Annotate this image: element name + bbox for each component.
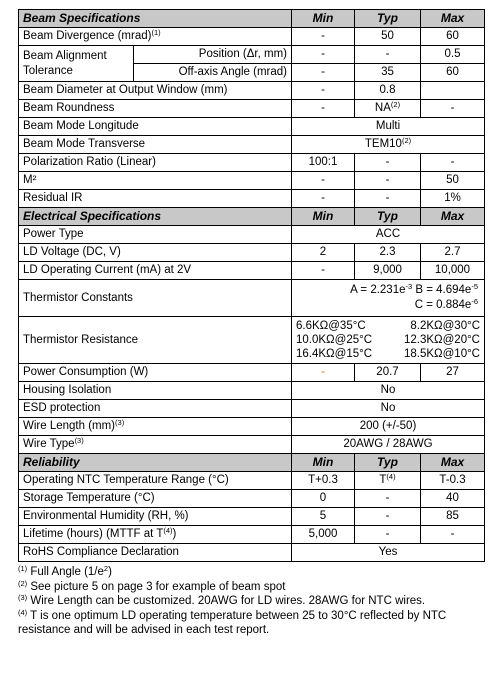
- cell-min: -: [292, 28, 355, 46]
- cell-max: 85: [421, 508, 485, 526]
- col-max-header: Max: [421, 10, 485, 28]
- table-row: [19, 172, 485, 190]
- row-label: Wire Type$^{(3)}$: [19, 436, 292, 454]
- cell-max: 60: [421, 28, 485, 46]
- footnote-1: $^{(1)}$ Full Angle $(1/e^2)$: [18, 564, 112, 578]
- row-label: Thermistor Resistance: [19, 317, 292, 364]
- row-label: Beam Mode Transverse: [19, 136, 292, 154]
- resistance-value: 10.0KΩ@25°C: [296, 334, 373, 346]
- table-row: [19, 418, 485, 436]
- cell-max: 1%: [421, 190, 485, 208]
- cell-max: 27: [421, 364, 485, 382]
- table-row: [19, 226, 485, 244]
- table-row: [19, 280, 485, 317]
- row-sublabel: Position (Δr, mm): [134, 46, 292, 64]
- cell-value: ACC: [292, 226, 485, 244]
- col-min-header: Min: [292, 454, 355, 472]
- cell-max: 2.7: [421, 244, 485, 262]
- cell-value: Multi: [292, 118, 485, 136]
- row-label: Polarization Ratio (Linear): [19, 154, 292, 172]
- cell-min: 0: [292, 490, 355, 508]
- spec-sheet: [18, 9, 484, 638]
- cell-typ: 20.7: [355, 364, 421, 382]
- row-label: Environmental Humidity (RH, %): [19, 508, 292, 526]
- row-label: LD Voltage (DC, V): [19, 244, 292, 262]
- cell-typ: 35: [355, 64, 421, 82]
- table-row: [19, 508, 485, 526]
- cell-min: -: [292, 100, 355, 118]
- row-label: Thermistor Constants: [19, 280, 292, 317]
- cell-max: 50: [421, 172, 485, 190]
- reliability-header-row: [19, 454, 485, 472]
- row-label: Storage Temperature (°C): [19, 490, 292, 508]
- cell-min: -: [292, 172, 355, 190]
- cell-value: 200 (+/-50): [292, 418, 485, 436]
- row-label: Residual IR: [19, 190, 292, 208]
- table-row: [19, 364, 485, 382]
- row-sublabel: Off-axis Angle (mrad): [134, 64, 292, 82]
- cell-typ: 9,000: [355, 262, 421, 280]
- table-row: [19, 154, 485, 172]
- cell-typ: NA$^{(2)}$: [355, 100, 421, 118]
- cell-typ: -: [355, 490, 421, 508]
- cell-typ: -: [355, 46, 421, 64]
- col-typ-header: Typ: [355, 10, 421, 28]
- electrical-header-row: [19, 208, 485, 226]
- cell-min: -: [292, 190, 355, 208]
- cell-typ: 50: [355, 28, 421, 46]
- row-label: LD Operating Current (mA) at 2V: [19, 262, 292, 280]
- table-row: [19, 472, 485, 490]
- cell-value: TEM10$^{(2)}$: [292, 136, 485, 154]
- table-row: [19, 244, 485, 262]
- row-label: Beam Divergence (mrad)$^{(1)}$: [19, 28, 292, 46]
- table-row: [19, 82, 485, 100]
- cell-min: 5: [292, 508, 355, 526]
- table-row: [19, 544, 485, 562]
- cell-typ: $T^{(4)}$: [355, 472, 421, 490]
- cell-min: T+0.3: [292, 472, 355, 490]
- cell-min: -: [292, 82, 355, 100]
- table-row: [19, 46, 485, 64]
- col-typ-header: Typ: [355, 208, 421, 226]
- col-max-header: Max: [421, 208, 485, 226]
- row-label: Power Consumption (W): [19, 364, 292, 382]
- beam-header-row: [19, 10, 485, 28]
- cell-typ: -: [355, 526, 421, 544]
- table-row: [19, 490, 485, 508]
- cell-min: 2: [292, 244, 355, 262]
- beam-section-title: Beam Specifications: [19, 10, 292, 28]
- cell-value: Yes: [292, 544, 485, 562]
- footnotes: [18, 565, 484, 638]
- row-label: Power Type: [19, 226, 292, 244]
- table-row: [19, 382, 485, 400]
- resistance-value: 6.6KΩ@35°C: [296, 320, 366, 332]
- table-row: [19, 317, 485, 364]
- cell-typ: -: [355, 508, 421, 526]
- col-min-header: Min: [292, 208, 355, 226]
- footnote-4: $^{(4)}$ T is one optimum LD operating temperature between 25 to 30°C reflected by NTC resistance and will be advised in each test report.: [18, 607, 447, 636]
- row-label: Wire Length (mm)$^{(3)}$: [19, 418, 292, 436]
- footnote-2: $^{(2)}$ See picture 5 on page 3 for example of beam spot: [18, 578, 286, 593]
- resistance-value: 16.4KΩ@15°C: [296, 348, 373, 360]
- cell-min: 5,000: [292, 526, 355, 544]
- electrical-section-title: Electrical Specifications: [19, 208, 292, 226]
- row-label: RoHS Compliance Declaration: [19, 544, 292, 562]
- cell-value: No: [292, 382, 485, 400]
- cell-min: -: [292, 46, 355, 64]
- table-row: [19, 262, 485, 280]
- col-typ-header: Typ: [355, 454, 421, 472]
- cell-min: -: [292, 262, 355, 280]
- cell-max: -: [421, 100, 485, 118]
- cell-max: 0.5: [421, 46, 485, 64]
- cell-typ: -: [355, 172, 421, 190]
- table-row: [19, 28, 485, 46]
- cell-max: 40: [421, 490, 485, 508]
- cell-max: T-0.3: [421, 472, 485, 490]
- row-label: ESD protection: [19, 400, 292, 418]
- row-label: Operating NTC Temperature Range (°C): [19, 472, 292, 490]
- cell-value: 20AWG / 28AWG: [292, 436, 485, 454]
- table-row: [19, 100, 485, 118]
- row-label: Beam Alignment Tolerance: [19, 46, 134, 82]
- cell-typ: 2.3: [355, 244, 421, 262]
- cell-max: [421, 82, 485, 100]
- row-label: Beam Diameter at Output Window (mm): [19, 82, 292, 100]
- resistance-value: 8.2KΩ@30°C: [410, 320, 480, 332]
- resistance-value: 12.3KΩ@20°C: [403, 334, 480, 346]
- resistance-value: 18.5KΩ@10°C: [403, 348, 480, 360]
- row-label: Beam Mode Longitude: [19, 118, 292, 136]
- table-row: [19, 436, 485, 454]
- cell-max: 10,000: [421, 262, 485, 280]
- table-row: [19, 400, 485, 418]
- reliability-section-title: Reliability: [19, 454, 292, 472]
- cell-typ: 0.8: [355, 82, 421, 100]
- row-label: Lifetime (hours) (MTTF at $T^{(4)}$): [19, 526, 292, 544]
- cell-min: 100:1: [292, 154, 355, 172]
- cell-max: -: [421, 526, 485, 544]
- row-label: M²: [19, 172, 292, 190]
- col-min-header: Min: [292, 10, 355, 28]
- cell-max: -: [421, 154, 485, 172]
- row-label: Beam Roundness: [19, 100, 292, 118]
- cell-min: -: [292, 364, 355, 382]
- spec-table: [18, 9, 485, 562]
- col-max-header: Max: [421, 454, 485, 472]
- cell-max: 60: [421, 64, 485, 82]
- table-row: [19, 526, 485, 544]
- cell-value: No: [292, 400, 485, 418]
- row-label: Housing Isolation: [19, 382, 292, 400]
- thermistor-resistance-cell: [292, 317, 485, 364]
- thermistor-constants-cell: $A = 2.231e^{-3}$ $B = 4.694e^{-5}$ $C = 0.884e^{-6}$: [292, 280, 485, 317]
- table-row: [19, 118, 485, 136]
- table-row: [19, 136, 485, 154]
- cell-typ: -: [355, 190, 421, 208]
- table-row: [19, 190, 485, 208]
- footnote-3: $^{(3)}$ Wire Length can be customized. 20AWG for LD wires. 28AWG for NTC wires.: [18, 593, 426, 607]
- cell-min: -: [292, 64, 355, 82]
- cell-typ: -: [355, 154, 421, 172]
